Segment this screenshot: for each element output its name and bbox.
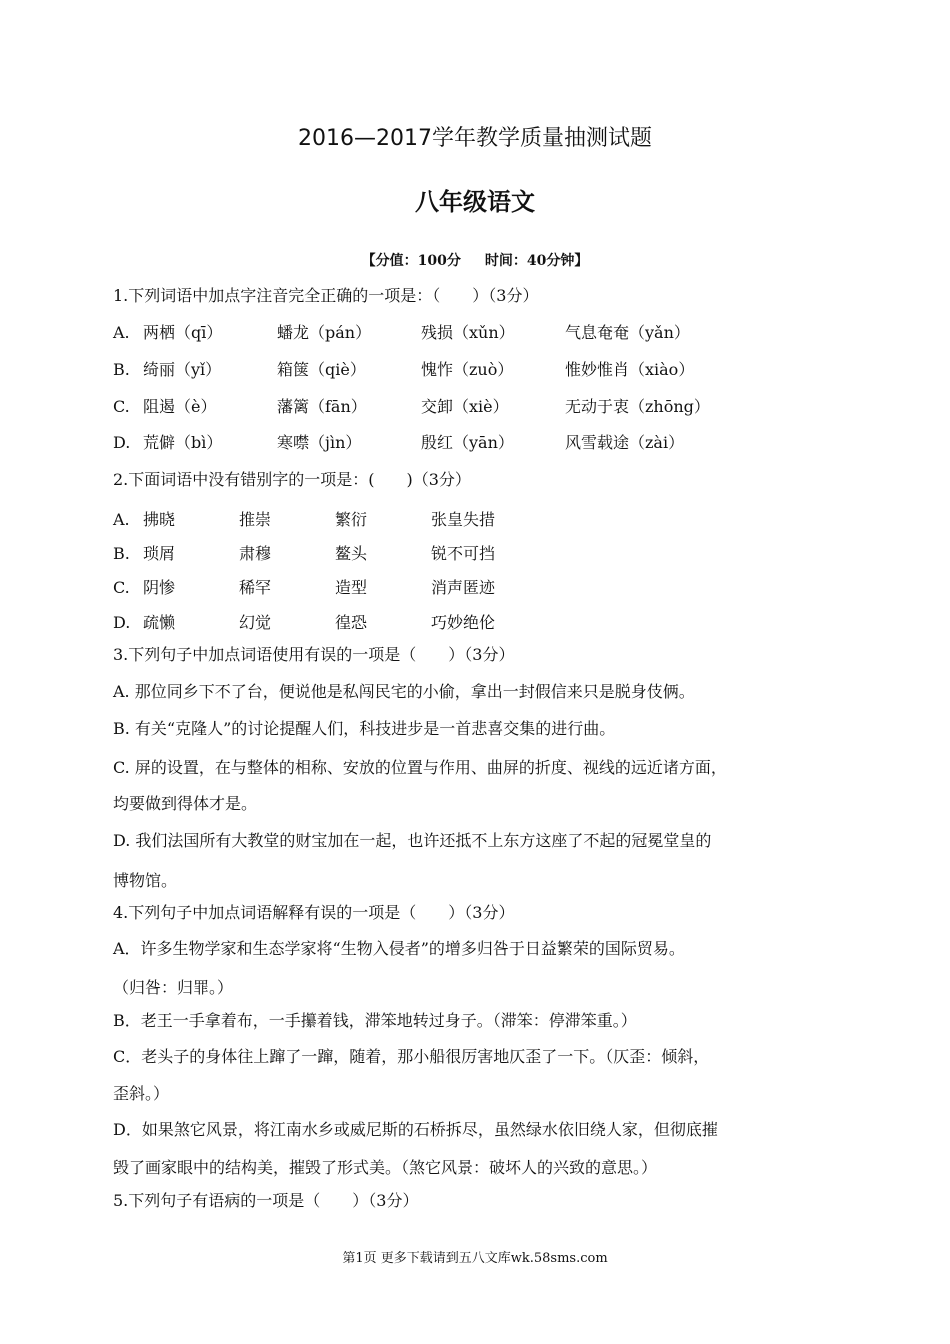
q1-stem: 1.下列词语中加点字注音完全正确的一项是：（ ）（3分） [113, 286, 539, 305]
q4-option-c-line2: 歪斜。） [113, 1084, 170, 1103]
q2-option-b: B. 琐屑 肃穆 鳌头 锐不可挡 [113, 544, 496, 563]
q3-option-c-line1: C. 屏的设置，在与整体的相称、安放的位置与作用、曲屏的折度、视线的远近诸方面， [113, 758, 727, 777]
q3-option-a: A. 那位同乡下不了台，便说他是私闯民宅的小偷，拿出一封假信来只是脱身伎俩。 [113, 682, 695, 701]
q4-option-d-line1: D．如果煞它风景，将江南水乡或威尼斯的石桥拆尽，虽然绿水依旧绕人家，但彻底摧 [113, 1120, 718, 1139]
q3-option-b: B. 有关“克隆人”的讨论提醒人们，科技进步是一首悲喜交集的进行曲。 [113, 719, 616, 738]
q4-stem: 4.下列句子中加点词语解释有误的一项是（ ）（3分） [113, 903, 515, 922]
time-info: 时间：40分钟】 [484, 253, 589, 269]
q2-option-a: A. 拂晓 推崇 繁衍 张皇失措 [113, 510, 496, 529]
q4-option-a-line1: A．许多生物学家和生态学家将“生物入侵者”的增多归咎于日益繁荣的国际贸易。 [113, 939, 685, 958]
q2-option-d: D. 疏懒 幻觉 徨恐 巧妙绝伦 [113, 613, 496, 632]
exam-subtitle: 八年级语文 [415, 188, 535, 216]
q1-option-b: B. 绮丽（yǐ） 箱箧（qiè） 愧怍（zuò） 惟妙惟肖（xiào） [113, 360, 695, 379]
q3-option-d-line2: 博物馆。 [113, 871, 178, 890]
q3-stem: 3.下列句子中加点词语使用有误的一项是（ ）（3分） [113, 645, 515, 664]
exam-meta [0, 250, 950, 270]
q3-option-d-line1: D. 我们法国所有大教堂的财宝加在一起，也许还抵不上东方这座了不起的冠冕堂皇的 [113, 831, 712, 850]
q1-option-a: A. 两栖（qī） 蟠龙（pán） 残损（xǔn） 气息奄奄（yǎn） [113, 323, 690, 342]
q2-stem: 2.下面词语中没有错别字的一项是：( )（3分） [113, 470, 471, 489]
q4-option-a-line2: （归咎：归罪。） [113, 978, 234, 997]
q4-option-d-line2: 毁了画家眼中的结构美，摧毁了形式美。（煞它风景：破坏人的兴致的意思。） [113, 1158, 658, 1177]
page-footer: 第1页 更多下载请到五八文库wk.58sms.com [342, 1251, 608, 1266]
q4-option-b: B．老王一手拿着布，一手攥着钱，滞笨地转过身子。（滞笨：停滞笨重。） [113, 1011, 637, 1030]
q2-option-c: C. 阴惨 稀罕 造型 消声匿迹 [113, 578, 496, 597]
q5-stem: 5.下列句子有语病的一项是（ ）（3分） [113, 1191, 419, 1210]
q4-option-c-line1: C．老头子的身体往上蹿了一蹿，随着，那小船很厉害地仄歪了一下。（仄歪：倾斜， [113, 1047, 710, 1066]
q3-option-c-line2: 均要做到得体才是。 [113, 794, 258, 813]
q1-option-c: C. 阻遏（è） 藩篱（fān） 交卸（xiè） 无动于衷（zhōng） [113, 397, 710, 416]
exam-title: 2016—2017学年教学质量抽测试题 [298, 126, 652, 151]
q1-option-d: D. 荒僻（bì） 寒噤（jìn） 殷红（yān） 风雪载途（zài） [113, 433, 685, 452]
score-info: 【分值：100分 [361, 253, 461, 269]
